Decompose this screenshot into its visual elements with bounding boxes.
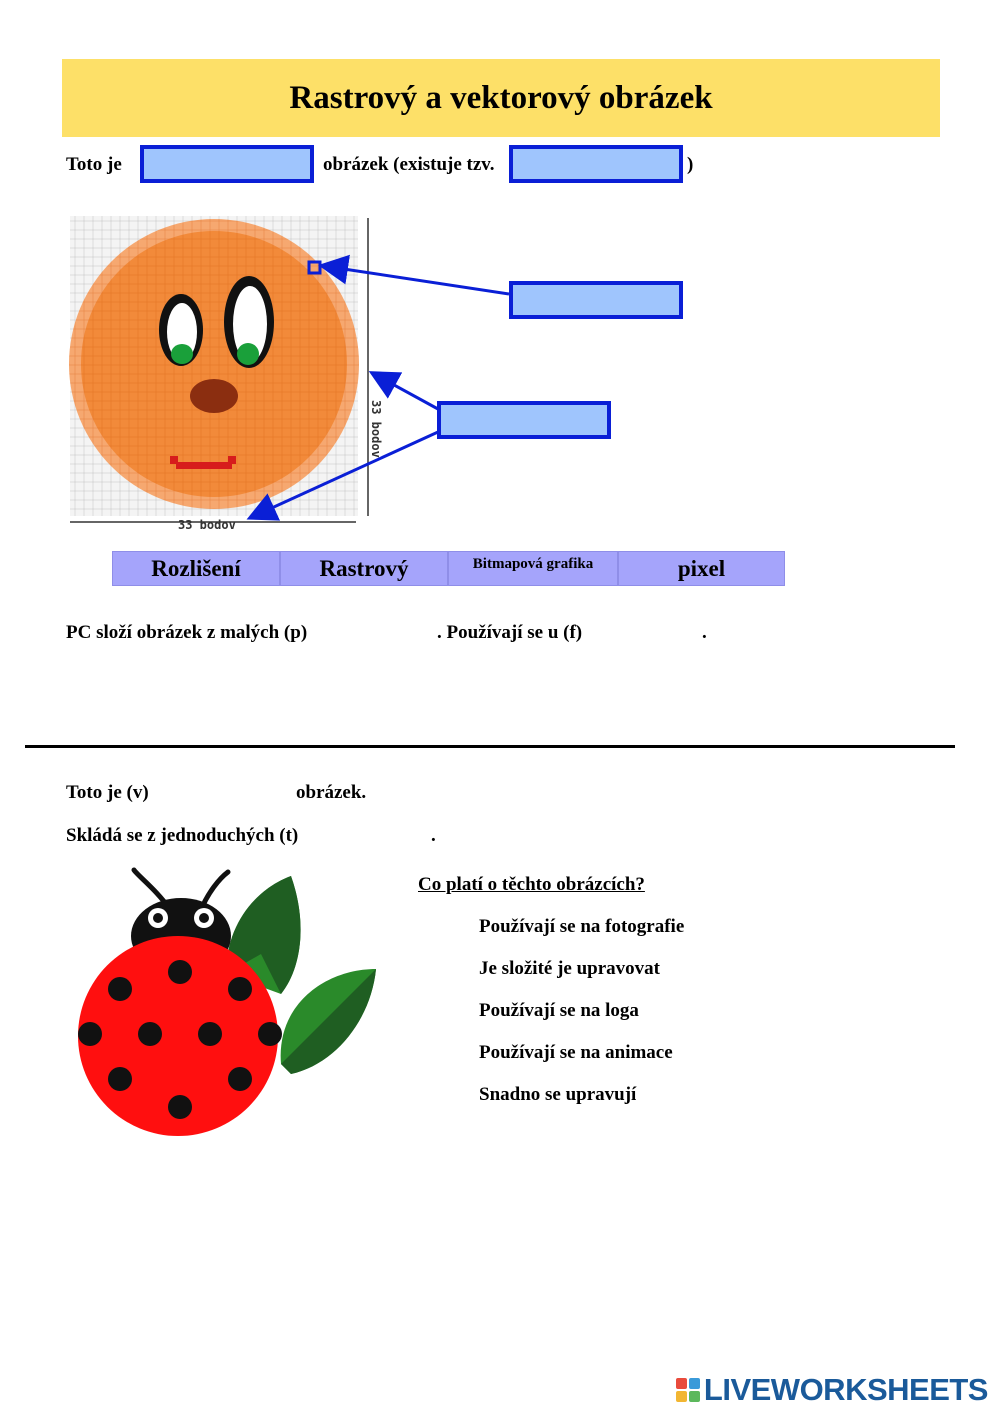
raster-line1-mid: obrázek (existuje tzv. bbox=[323, 154, 495, 175]
ladybug-image bbox=[76, 864, 381, 1142]
logo-grid-icon bbox=[676, 1378, 700, 1402]
raster-sentence-part3: . bbox=[702, 622, 707, 643]
drop-zone-resolution-label[interactable] bbox=[437, 401, 611, 439]
pointer-arrows bbox=[0, 0, 1000, 600]
statement-easy-to-edit[interactable]: Snadno se upravují bbox=[479, 1084, 637, 1105]
properties-question: Co platí o těchto obrázcích? bbox=[418, 874, 645, 895]
vector-line2-start: Skládá se z jednoduchých (t) bbox=[66, 825, 299, 846]
blank-pixely-input[interactable] bbox=[324, 620, 434, 646]
word-chip-rozliseni[interactable]: Rozlišení bbox=[112, 551, 280, 586]
raster-sentence-part2: . Používají se u (f) bbox=[437, 622, 583, 643]
drop-zone-pixel-label[interactable] bbox=[509, 281, 683, 319]
blank-fotografie-input[interactable] bbox=[594, 620, 700, 646]
statement-photos[interactable]: Používají se na fotografie bbox=[479, 916, 685, 937]
raster-line1-end: ) bbox=[687, 154, 694, 175]
word-chip-rastrovy[interactable]: Rastrový bbox=[280, 551, 448, 586]
blank-tvary-input[interactable] bbox=[316, 823, 428, 849]
horizontal-dimension-label: 33 bodov bbox=[178, 518, 236, 532]
logo-text: LIVEWORKSHEETS bbox=[703, 1372, 988, 1407]
vector-line1-start: Toto je (v) bbox=[66, 782, 149, 803]
statement-animations[interactable]: Používají se na animace bbox=[479, 1042, 673, 1063]
vertical-dimension-label: 33 bodov bbox=[369, 400, 383, 458]
page-title: Rastrový a vektorový obrázek bbox=[289, 79, 713, 116]
blank-vektorovy-input[interactable] bbox=[160, 780, 290, 806]
raster-line1-start: Toto je bbox=[66, 154, 122, 175]
raster-sentence-part1: PC složí obrázek z malých (p) bbox=[66, 622, 308, 643]
word-chip-pixel[interactable]: pixel bbox=[618, 551, 785, 586]
vector-line2-end: . bbox=[431, 825, 436, 846]
statement-hard-to-edit[interactable]: Je složité je upravovat bbox=[479, 958, 660, 979]
word-chip-bitmapova-grafika[interactable]: Bitmapová grafika bbox=[448, 551, 618, 586]
vector-line1-end: obrázek. bbox=[296, 782, 367, 803]
section-divider bbox=[25, 745, 955, 748]
liveworksheets-logo bbox=[676, 1372, 988, 1408]
statement-logos[interactable]: Používají se na loga bbox=[479, 1000, 639, 1021]
